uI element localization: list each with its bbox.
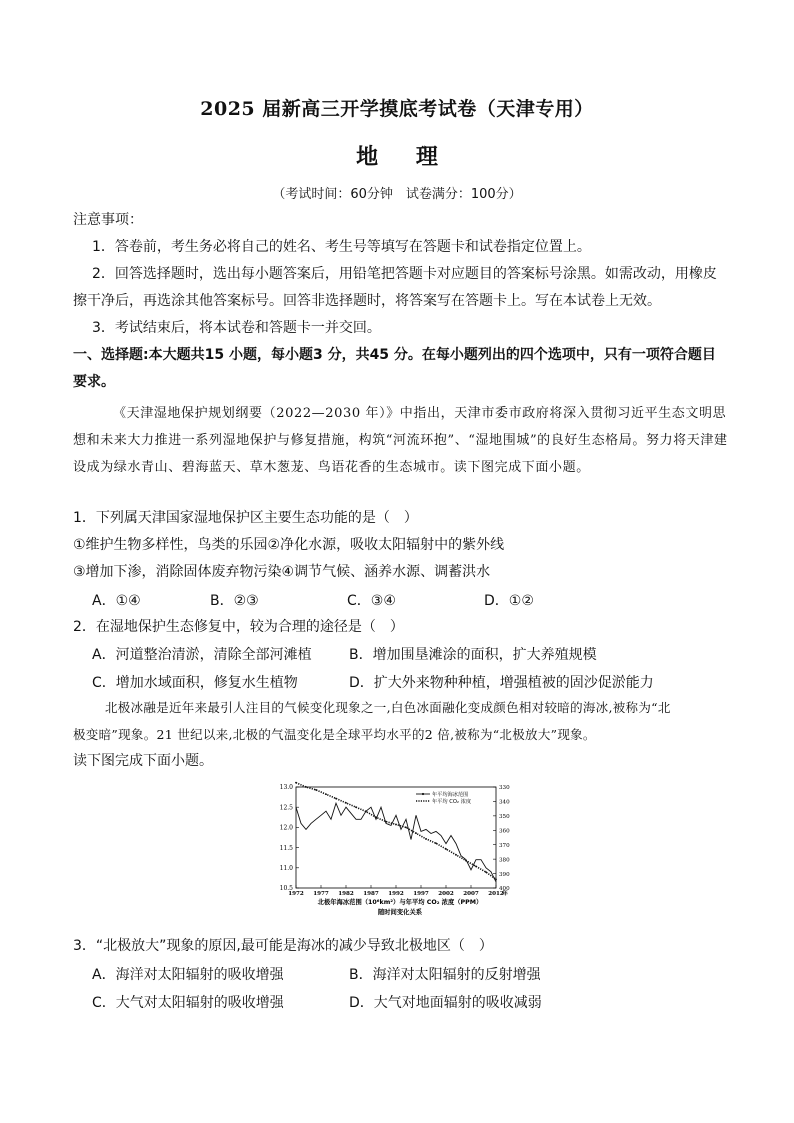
notice-item-1: 1．答卷前，考生务必将自己的姓名、考生号等填写在答题卡和试卷指定位置上。 bbox=[92, 239, 591, 255]
legend-co2-label: 年平均 CO₂ 浓度 bbox=[432, 799, 472, 805]
co2-point bbox=[315, 789, 317, 791]
q1-option-a: A．①④ bbox=[92, 593, 141, 609]
sea-ice-co2-chart bbox=[270, 778, 530, 924]
co2-point bbox=[295, 782, 297, 784]
right-axis-tick-label: 400 bbox=[499, 886, 510, 893]
co2-point bbox=[405, 827, 407, 829]
co2-point bbox=[465, 860, 467, 862]
legend-sea-ice-label: 年平均海冰范围 bbox=[432, 792, 469, 798]
q1-option-b: B．②③ bbox=[210, 593, 259, 609]
co2-point bbox=[495, 878, 497, 880]
exam-info: （考试时间：60分钟 试卷满分：100分） bbox=[272, 187, 522, 202]
co2-point bbox=[365, 811, 367, 813]
x-axis-unit: 年 bbox=[502, 891, 508, 897]
co2-point bbox=[305, 786, 307, 788]
passage1-line-2: 想和未来大力推进一系列湿地保护与修复措施，构筑“河流环抱”、“湿地围城”的良好生态格局。努力将天津建 bbox=[73, 433, 728, 448]
q2-stem: 2．在湿地保护生态修复中，较为合理的途径是（ ） bbox=[73, 619, 404, 635]
x-axis-tick-label: 1982 bbox=[338, 891, 354, 897]
co2-point bbox=[435, 842, 437, 844]
co2-point bbox=[335, 798, 337, 800]
co2-point bbox=[355, 806, 357, 808]
section-heading: 一、选择题:本大题共15 小题，每小题3 分，共45 分。在每小题列出的四个选项中，只有一项符合题目 bbox=[73, 347, 716, 363]
x-axis-tick-label: 1972 bbox=[288, 891, 304, 897]
right-axis-tick-label: 370 bbox=[499, 842, 510, 849]
co2-point bbox=[425, 838, 427, 840]
passage2-line-3: 读下图完成下面小题。 bbox=[73, 753, 213, 769]
left-axis-tick-label: 13.0 bbox=[279, 784, 293, 792]
right-axis-tick-label: 390 bbox=[499, 871, 510, 878]
co2-point bbox=[325, 793, 327, 795]
x-axis-tick-label: 1977 bbox=[313, 891, 329, 897]
q3-option-a: A．海洋对太阳辐射的吸收增强 bbox=[92, 967, 284, 983]
q3-option-c: C．大气对太阳辐射的吸收增强 bbox=[92, 995, 284, 1011]
x-axis-tick-label: 2012 bbox=[488, 891, 504, 897]
co2-point bbox=[475, 865, 477, 867]
x-axis-tick-label: 1992 bbox=[388, 891, 404, 897]
right-axis-tick-label: 380 bbox=[499, 857, 510, 864]
q1-statements-1: ①维护生物多样性，鸟类的乐园②净化水源，吸收太阳辐射中的紫外线 bbox=[73, 537, 505, 553]
subject-title: 地 理 bbox=[356, 144, 438, 170]
co2-point bbox=[455, 854, 457, 856]
co2-point bbox=[395, 824, 397, 826]
co2-point bbox=[445, 848, 447, 850]
q3-option-b: B．海洋对太阳辐射的反射增强 bbox=[349, 967, 541, 983]
right-axis-tick-label: 360 bbox=[499, 828, 510, 835]
left-axis-tick-label: 12.5 bbox=[279, 804, 293, 812]
right-axis-tick-label: 330 bbox=[499, 785, 510, 792]
left-axis-tick-label: 11.5 bbox=[279, 844, 293, 852]
passage1-line-3: 设成为绿水青山、碧海蓝天、草木葱茏、鸟语花香的生态城市。读下图完成下面小题。 bbox=[73, 460, 590, 475]
right-axis-tick-label: 350 bbox=[499, 814, 510, 821]
legend-sea-ice-marker bbox=[422, 793, 424, 795]
notice-heading: 注意事项： bbox=[73, 212, 143, 228]
left-axis-tick-label: 12.0 bbox=[279, 824, 293, 832]
chart-title: 北极年海冰范围（10⁶km²）与年平均 CO₂ 浓度（PPM） bbox=[317, 899, 483, 906]
co2-point bbox=[415, 832, 417, 834]
sea-ice-line bbox=[296, 803, 496, 882]
notice-item-3: 3．考试结束后，将本试卷和答题卡一并交回。 bbox=[92, 320, 381, 336]
co2-point bbox=[375, 816, 377, 818]
x-axis-tick-label: 1997 bbox=[413, 891, 429, 897]
right-axis-tick-label: 340 bbox=[499, 799, 510, 806]
left-axis-tick-label: 11.0 bbox=[279, 865, 293, 872]
left-axis-tick-label: 10.5 bbox=[279, 885, 293, 893]
q1-statements-2: ③增加下渗，消除固体废弃物污染④调节气候、涵养水源、调蓄洪水 bbox=[73, 564, 491, 580]
q2-option-c: C．增加水域面积，修复水生植物 bbox=[92, 675, 298, 691]
q1-option-c: C．③④ bbox=[347, 593, 396, 609]
chart-svg bbox=[270, 778, 530, 924]
q2-option-b: B．增加围垦滩涂的面积，扩大养殖规模 bbox=[349, 647, 597, 663]
q2-option-d: D．扩大外来物种种植，增强植被的固沙促淤能力 bbox=[349, 675, 654, 691]
notice-item-2: 2．回答选择题时，选出每小题答案后，用铅笔把答题卡对应题目的答案标号涂黑。如需改动，用橡皮 bbox=[92, 266, 717, 282]
q3-option-d: D．大气对地面辐射的吸收减弱 bbox=[349, 995, 542, 1011]
chart-title-cont: 随时间变化关系 bbox=[377, 909, 423, 916]
passage2-line-1: 北极冰融是近年来最引人注目的气候变化现象之一,白色冰面融化变成颜色相对较暗的海冰,被称为“北 bbox=[105, 700, 671, 715]
q1-stem: 1．下列属天津国家湿地保护区主要生态功能的是（ ） bbox=[73, 510, 418, 526]
co2-point bbox=[345, 802, 347, 804]
passage1-line-1: 《天津湿地保护规划纲要（2022—2030 年）》中指出，天津市委市政府将深入贯彻习近平生态文明思 bbox=[113, 406, 727, 421]
q1-option-d: D．①② bbox=[484, 593, 534, 609]
x-axis-tick-label: 2007 bbox=[463, 891, 479, 897]
co2-point bbox=[385, 821, 387, 823]
x-axis-tick-label: 2002 bbox=[438, 891, 454, 897]
exam-title: 2025 届新高三开学摸底考试卷（天津专用） bbox=[200, 98, 594, 120]
q2-option-a: A．河道整治清淤，清除全部河滩植 bbox=[92, 647, 312, 663]
co2-point bbox=[485, 871, 487, 873]
q3-stem: 3．“北极放大”现象的原因,最可能是海冰的减少导致北极地区（ ） bbox=[73, 938, 493, 954]
section-heading-cont: 要求。 bbox=[73, 374, 115, 390]
notice-item-2-cont: 擦干净后，再选涂其他答案标号。回答非选择题时，将答案写在答题卡上。写在本试卷上无效。 bbox=[73, 293, 661, 309]
passage2-line-2: 极变暗”现象。21 世纪以来,北极的气温变化是全球平均水平的2 倍,被称为“北极放大”现象。 bbox=[73, 727, 596, 742]
x-axis-tick-label: 1987 bbox=[363, 891, 379, 897]
